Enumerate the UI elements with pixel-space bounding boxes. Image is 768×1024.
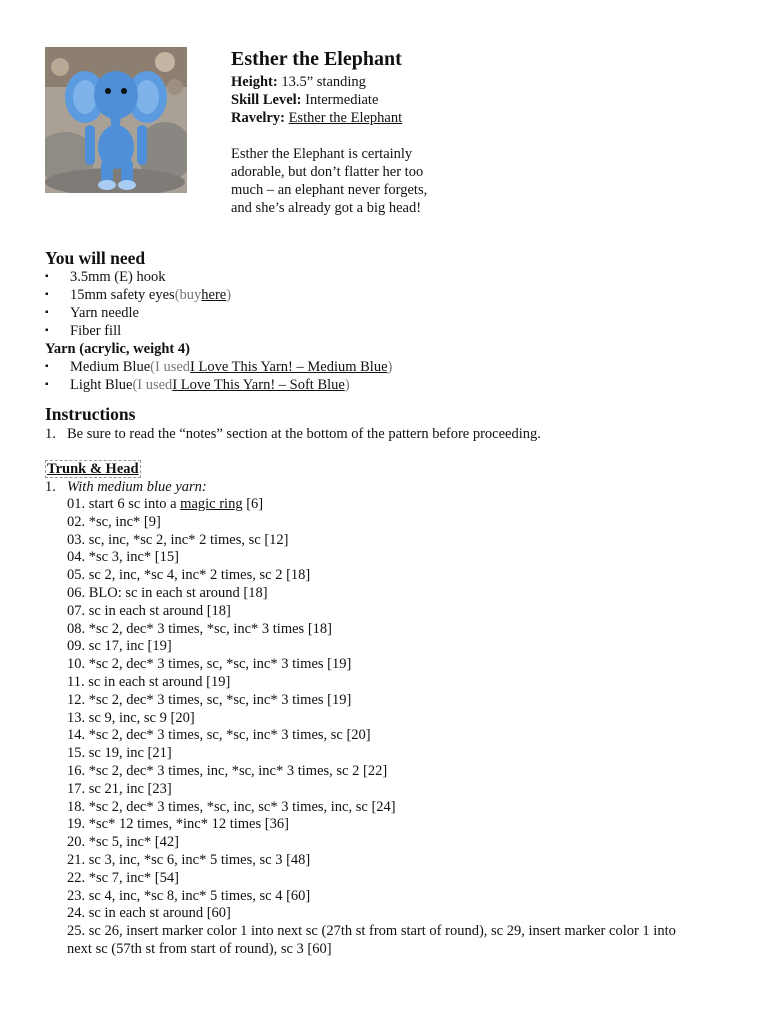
item-label: 3.5mm (E) hook — [70, 269, 166, 285]
eyes-note-close: ) — [226, 287, 232, 303]
list-item — [45, 358, 392, 376]
bullet-icon: ▪ — [45, 325, 49, 336]
yarn-heading: Yarn (acrylic, weight 4) — [45, 341, 190, 357]
round-row: 17. sc 21, inc [23] — [67, 780, 172, 797]
step-text: With medium blue yarn: — [67, 479, 207, 495]
yarn-name: Medium Blue — [70, 359, 151, 375]
round-row — [67, 496, 735, 514]
list-item — [45, 268, 392, 286]
list-item — [45, 322, 392, 340]
ravelry-line — [231, 109, 531, 127]
item-label: 15mm safety eyes — [70, 287, 175, 303]
round-text: 01. start 6 sc into a — [67, 496, 181, 512]
list-item — [45, 304, 392, 322]
ravelry-link[interactable]: Esther the Elephant — [288, 110, 403, 126]
round-row: 24. sc in each st around [60] — [67, 905, 231, 922]
yarn-name: Light Blue — [70, 377, 133, 393]
round-row: 20. *sc 5, inc* [42] — [67, 834, 179, 851]
bullet-icon: ▪ — [45, 361, 49, 372]
round-row: 09. sc 17, inc [19] — [67, 638, 172, 655]
round-row: 22. *sc 7, inc* [54] — [67, 869, 179, 886]
eyes-note-open: (buy — [174, 287, 202, 303]
step-text: Be sure to read the “notes” section at the bottom of the pattern before proceeding. — [67, 426, 541, 442]
list-item — [45, 376, 392, 394]
page-title: Esther the Elephant — [231, 48, 402, 70]
skill-label: Skill Level: — [231, 92, 302, 108]
instructions-heading: Instructions — [45, 404, 136, 424]
yarn-note-open: (I used — [150, 359, 191, 375]
bullet-icon: ▪ — [45, 289, 49, 300]
round-row: 05. sc 2, inc, *sc 4, inc* 2 times, sc 2 [18] — [67, 567, 311, 584]
yarn-note-close: ) — [387, 359, 393, 375]
item-label: Fiber fill — [70, 323, 122, 339]
round-row: 11. sc in each st around [19] — [67, 673, 231, 690]
round-row: 12. *sc 2, dec* 3 times, sc, *sc, inc* 3 times [19] — [67, 691, 352, 708]
bullet-icon: ▪ — [45, 271, 49, 282]
round-row: 19. *sc* 12 times, *inc* 12 times [36] — [67, 816, 289, 833]
bullet-icon: ▪ — [45, 379, 49, 390]
skill-value: Intermediate — [305, 92, 379, 108]
height-label: Height: — [231, 74, 278, 90]
trunk-section — [45, 460, 735, 959]
needs-heading: You will need — [45, 248, 146, 268]
step-number: 1. — [45, 479, 56, 495]
needs-list — [45, 268, 392, 394]
elephant-photo — [45, 47, 187, 193]
intro-line: adorable, but don’t flatter her too — [231, 164, 424, 180]
ravelry-label: Ravelry: — [231, 110, 285, 126]
round-row: 25. sc 26, insert marker color 1 into next sc (27th st from start of round), sc 29, insert marker color 1 into — [67, 923, 676, 940]
round-row: 10. *sc 2, dec* 3 times, sc, *sc, inc* 3 times [19] — [67, 656, 352, 673]
intro-line: much – an elephant never forgets, — [231, 182, 428, 198]
eyes-buy-link[interactable]: here — [201, 287, 227, 303]
round-row: 14. *sc 2, dec* 3 times, sc, *sc, inc* 3 times, sc [20] — [67, 727, 371, 744]
round-row: next sc (57th st from start of round), sc 3 [60] — [67, 940, 332, 957]
item-label: Yarn needle — [70, 305, 139, 321]
bullet-icon: ▪ — [45, 307, 49, 318]
intro-line: Esther the Elephant is certainly — [231, 146, 413, 162]
round-row: 06. BLO: sc in each st around [18] — [67, 584, 268, 601]
round-count: [6] — [242, 496, 264, 512]
height-value: 13.5” standing — [281, 74, 366, 90]
yarn-link[interactable]: I Love This Yarn! – Medium Blue — [190, 359, 388, 375]
round-row: 21. sc 3, inc, *sc 6, inc* 5 times, sc 3 [48] — [67, 851, 311, 868]
instructions-step — [45, 425, 735, 443]
intro-paragraph — [231, 145, 531, 217]
pattern-header — [231, 47, 531, 217]
magic-ring-link[interactable]: magic ring — [180, 496, 243, 512]
round-row: 15. sc 19, inc [21] — [67, 745, 172, 762]
height-line — [231, 73, 531, 91]
round-row: 16. *sc 2, dec* 3 times, inc, *sc, inc* 3 times, sc 2 [22] — [67, 762, 388, 779]
trunk-heading: Trunk & Head — [47, 461, 139, 477]
round-row: 18. *sc 2, dec* 3 times, *sc, inc, sc* 3 times, inc, sc [24] — [67, 798, 396, 815]
list-item — [45, 286, 392, 304]
round-row: 07. sc in each st around [18] — [67, 602, 231, 619]
skill-line — [231, 91, 531, 109]
round-row: 23. sc 4, inc, *sc 8, inc* 5 times, sc 4 [60] — [67, 887, 311, 904]
round-row: 03. sc, inc, *sc 2, inc* 2 times, sc [12] — [67, 531, 289, 548]
intro-line: and she’s already got a big head! — [231, 200, 422, 216]
round-list — [45, 496, 735, 959]
round-row: 02. *sc, inc* [9] — [67, 513, 161, 530]
round-row: 04. *sc 3, inc* [15] — [67, 549, 179, 566]
yarn-link[interactable]: I Love This Yarn! – Soft Blue — [172, 377, 345, 393]
step-number: 1. — [45, 426, 56, 442]
yarn-note-close: ) — [344, 377, 350, 393]
round-row: 13. sc 9, inc, sc 9 [20] — [67, 709, 195, 726]
round-row: 08. *sc 2, dec* 3 times, *sc, inc* 3 times [18] — [67, 620, 332, 637]
yarn-note-open: (I used — [132, 377, 173, 393]
